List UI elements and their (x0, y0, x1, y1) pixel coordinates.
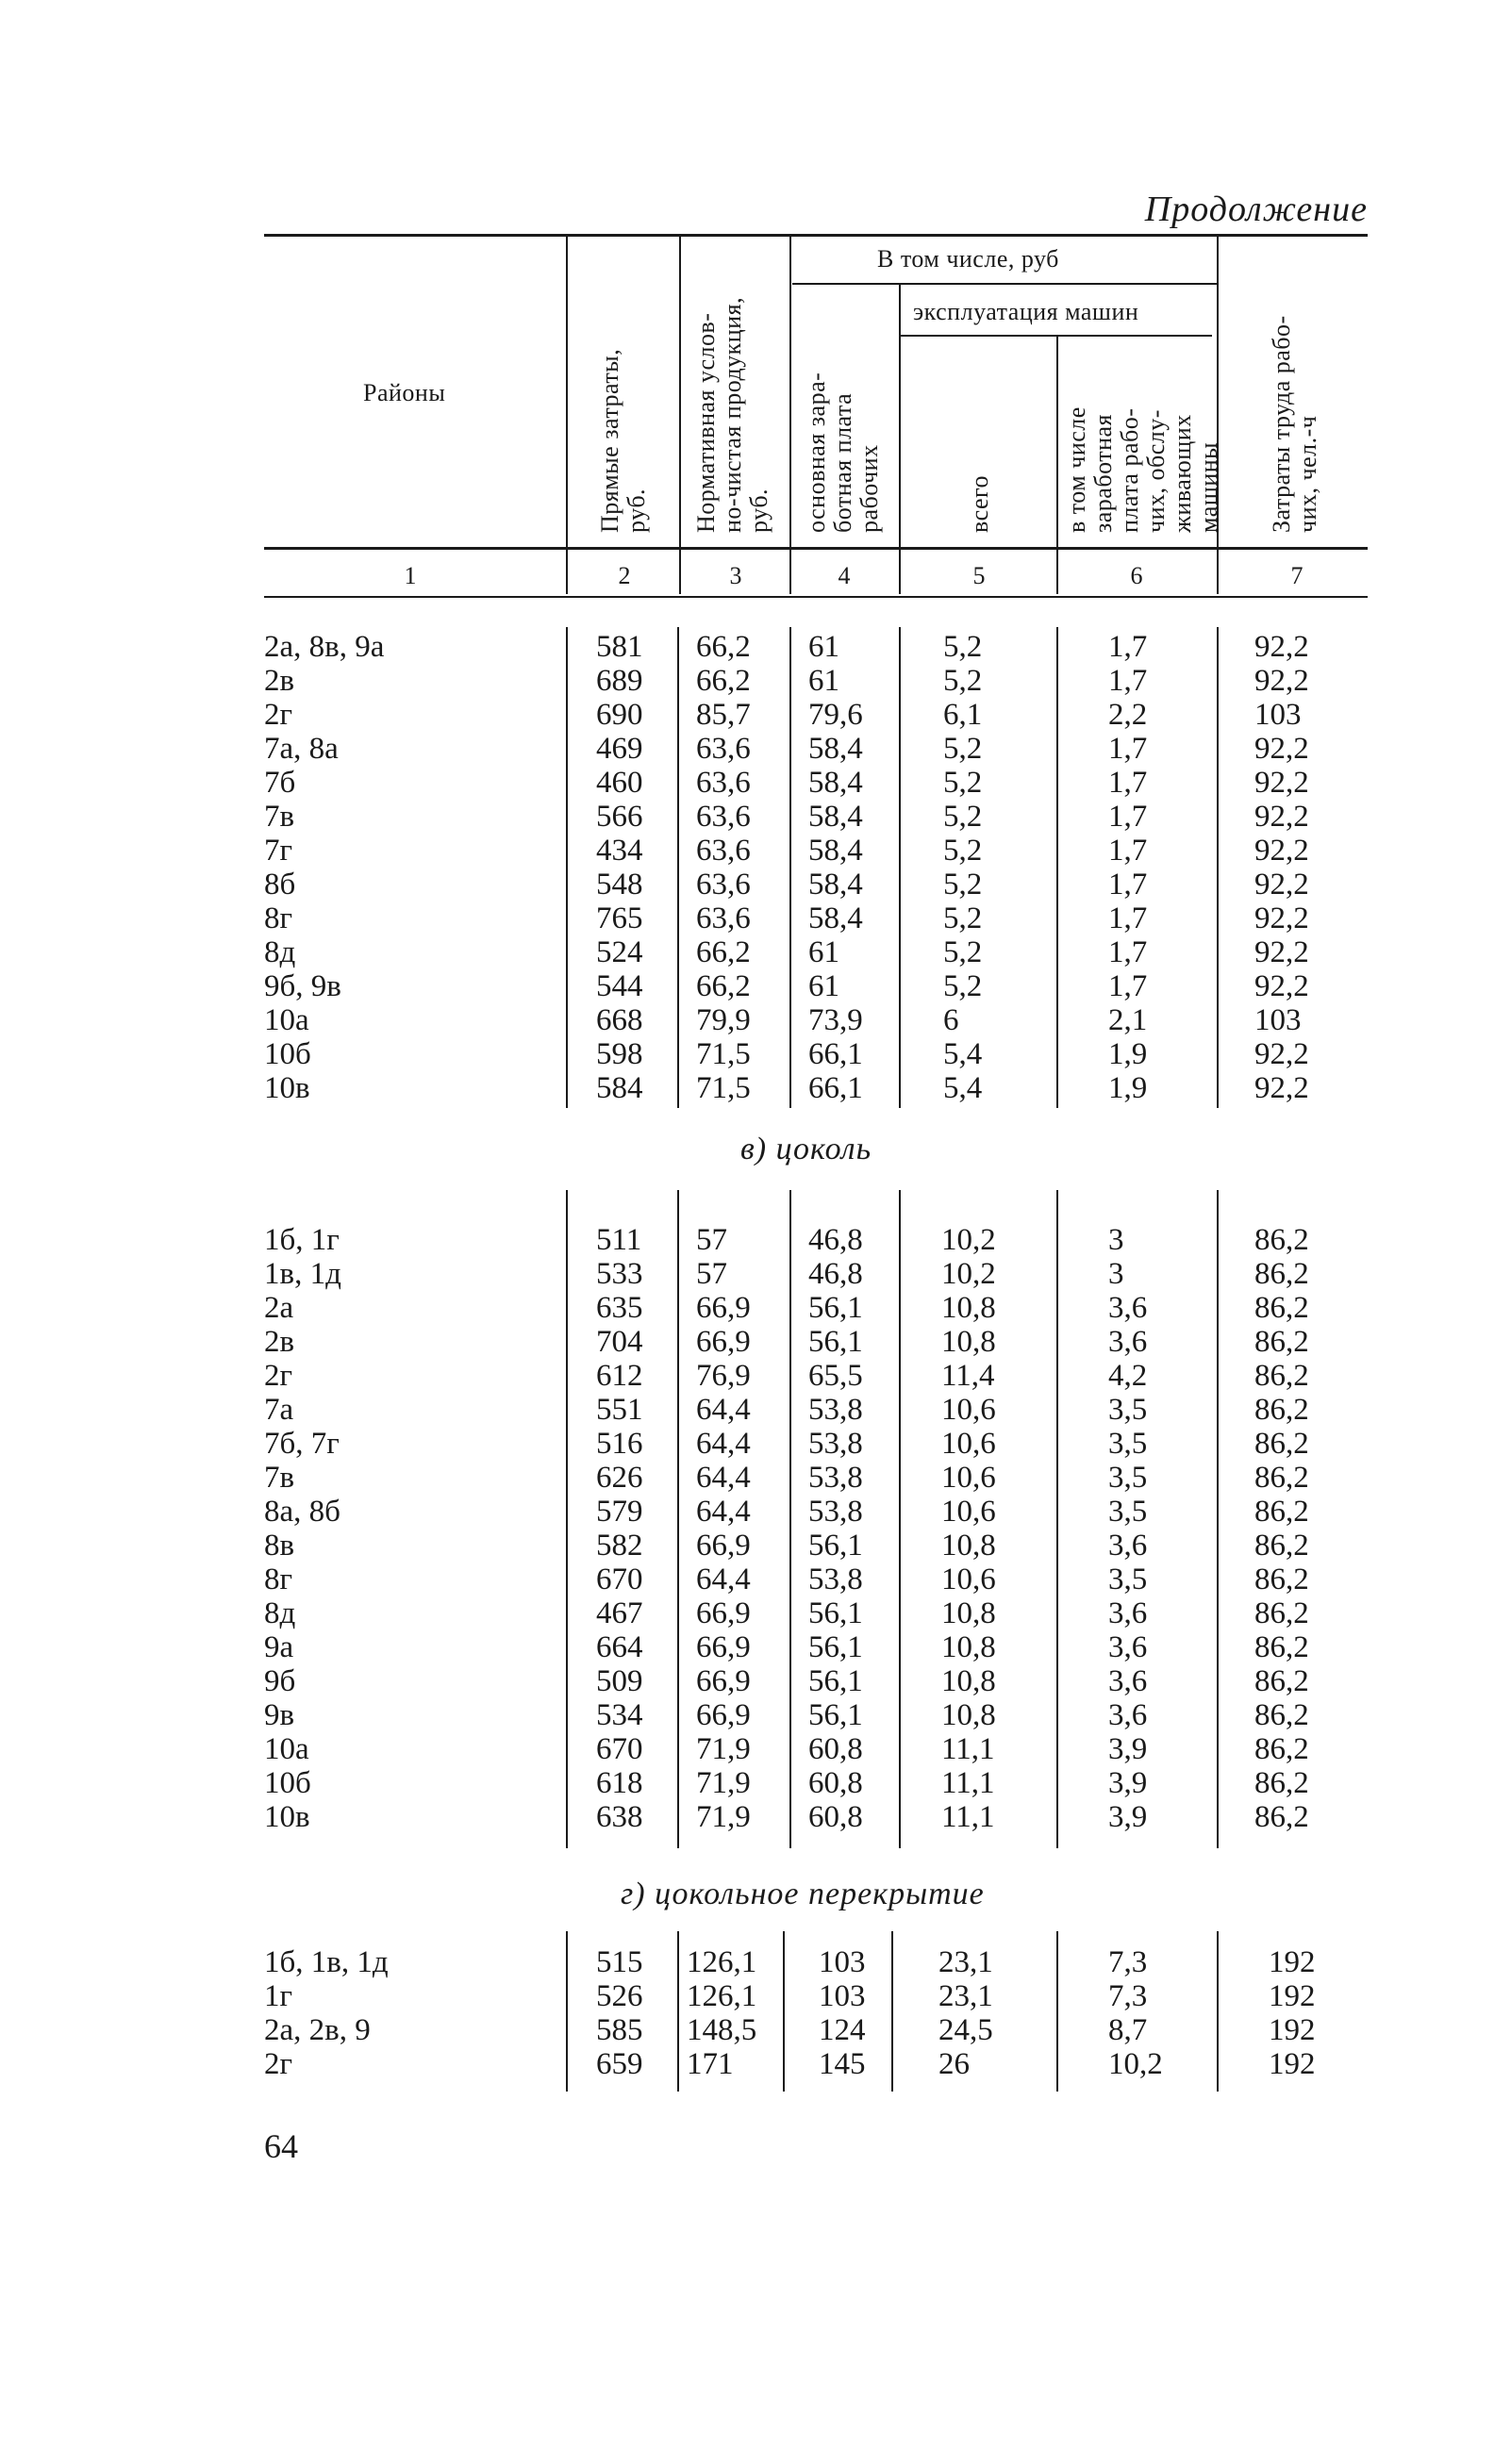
page-number: 64 (264, 2127, 298, 2165)
value-cell: 63,6 (696, 766, 751, 800)
value-cell: 10,8 (941, 1325, 996, 1359)
value-cell: 582 (596, 1529, 643, 1563)
value-cell: 103 (1254, 698, 1302, 732)
body-divider (1217, 627, 1219, 1108)
district-cell: 8д (264, 1596, 296, 1630)
value-cell: 64,4 (696, 1495, 751, 1529)
value-cell: 689 (596, 664, 643, 698)
district-cell: 7б (264, 766, 296, 800)
value-cell: 1,7 (1108, 901, 1148, 935)
header-divider (566, 236, 568, 594)
value-cell: 1,7 (1108, 868, 1148, 901)
value-cell: 56,1 (808, 1325, 863, 1359)
value-cell: 544 (596, 969, 643, 1003)
value-cell: 92,2 (1254, 664, 1309, 698)
value-cell: 86,2 (1254, 1393, 1309, 1427)
district-cell: 2а, 2в, 9 (264, 2013, 371, 2047)
value-cell: 86,2 (1254, 1325, 1309, 1359)
body-divider (566, 627, 568, 1108)
value-cell: 10,2 (941, 1257, 996, 1291)
section-title-plinth: в) цоколь (740, 1132, 872, 1166)
value-cell: 5,2 (943, 732, 983, 766)
value-cell: 71,9 (696, 1800, 751, 1834)
value-cell: 63,6 (696, 800, 751, 834)
value-cell: 86,2 (1254, 1461, 1309, 1495)
value-cell: 60,8 (808, 1800, 863, 1834)
district-cell: 1г (264, 1979, 293, 2013)
value-cell: 26 (938, 2047, 970, 2081)
district-cell: 8д (264, 935, 296, 969)
value-cell: 10,2 (941, 1223, 996, 1257)
value-cell: 86,2 (1254, 1563, 1309, 1596)
value-cell: 1,9 (1108, 1037, 1148, 1071)
value-cell: 515 (596, 1945, 643, 1979)
value-cell: 10,6 (941, 1563, 996, 1596)
value-cell: 86,2 (1254, 1529, 1309, 1563)
district-cell: 8г (264, 1563, 293, 1596)
section-title-plinth-floor: г) цокольное перекрытие (621, 1877, 985, 1911)
value-cell: 551 (596, 1393, 643, 1427)
value-cell: 71,5 (696, 1071, 751, 1105)
value-cell: 64,4 (696, 1563, 751, 1596)
value-cell: 434 (596, 834, 643, 868)
header-top-rule (264, 234, 1368, 237)
value-cell: 638 (596, 1800, 643, 1834)
value-cell: 58,4 (808, 732, 863, 766)
value-cell: 86,2 (1254, 1698, 1309, 1732)
value-cell: 2,1 (1108, 1003, 1148, 1037)
value-cell: 3,5 (1108, 1393, 1148, 1427)
value-cell: 71,5 (696, 1037, 751, 1071)
value-cell: 548 (596, 868, 643, 901)
column-number: 6 (1130, 562, 1143, 589)
value-cell: 526 (596, 1979, 643, 2013)
district-cell: 1б, 1г (264, 1223, 340, 1257)
value-cell: 3,6 (1108, 1630, 1148, 1664)
value-cell: 64,4 (696, 1427, 751, 1461)
value-cell: 103 (819, 1979, 866, 2013)
body-divider (566, 1931, 568, 2092)
district-cell: 7г (264, 834, 293, 868)
value-cell: 467 (596, 1596, 643, 1630)
direct-costs-header: Прямые затраты, руб. (596, 348, 650, 533)
value-cell: 3,5 (1108, 1427, 1148, 1461)
value-cell: 3,6 (1108, 1596, 1148, 1630)
value-cell: 64,4 (696, 1393, 751, 1427)
value-cell: 66,2 (696, 630, 751, 664)
value-cell: 5,2 (943, 630, 983, 664)
value-cell: 57 (696, 1257, 727, 1291)
value-cell: 5,4 (943, 1071, 983, 1105)
value-cell: 584 (596, 1071, 643, 1105)
value-cell: 6,1 (943, 698, 983, 732)
value-cell: 92,2 (1254, 868, 1309, 901)
value-cell: 1,9 (1108, 1071, 1148, 1105)
value-cell: 524 (596, 935, 643, 969)
value-cell: 73,9 (808, 1003, 863, 1037)
value-cell: 668 (596, 1003, 643, 1037)
value-cell: 10,6 (941, 1393, 996, 1427)
value-cell: 92,2 (1254, 766, 1309, 800)
value-cell: 5,2 (943, 935, 983, 969)
value-cell: 58,4 (808, 766, 863, 800)
value-cell: 86,2 (1254, 1766, 1309, 1800)
district-cell: 7а (264, 1393, 294, 1427)
numbers-bottom-rule (264, 596, 1368, 598)
value-cell: 11,1 (941, 1732, 995, 1766)
machines-total-header: всего (966, 474, 993, 533)
normative-header: Нормативная услов- но-чистая продукция, руб. (692, 296, 772, 533)
value-cell: 86,2 (1254, 1630, 1309, 1664)
value-cell: 192 (1269, 1945, 1316, 1979)
value-cell: 1,7 (1108, 935, 1148, 969)
column-number: 7 (1290, 562, 1303, 589)
value-cell: 3 (1108, 1223, 1124, 1257)
value-cell: 64,4 (696, 1461, 751, 1495)
value-cell: 53,8 (808, 1563, 863, 1596)
header-divider (1056, 337, 1058, 594)
value-cell: 2,2 (1108, 698, 1148, 732)
value-cell: 171 (687, 2047, 734, 2081)
value-cell: 66,2 (696, 664, 751, 698)
value-cell: 192 (1269, 2013, 1316, 2047)
district-cell: 1в, 1д (264, 1257, 341, 1291)
district-cell: 10а (264, 1003, 309, 1037)
value-cell: 92,2 (1254, 732, 1309, 766)
value-cell: 66,2 (696, 969, 751, 1003)
value-cell: 92,2 (1254, 969, 1309, 1003)
value-cell: 5,2 (943, 800, 983, 834)
value-cell: 92,2 (1254, 1071, 1309, 1105)
district-cell: 2г (264, 1359, 293, 1393)
body-divider (1056, 1931, 1058, 2092)
value-cell: 581 (596, 630, 643, 664)
value-cell: 626 (596, 1461, 643, 1495)
value-cell: 566 (596, 800, 643, 834)
value-cell: 92,2 (1254, 1037, 1309, 1071)
value-cell: 509 (596, 1664, 643, 1698)
value-cell: 7,3 (1108, 1945, 1148, 1979)
value-cell: 66,9 (696, 1698, 751, 1732)
value-cell: 65,5 (808, 1359, 863, 1393)
value-cell: 192 (1269, 2047, 1316, 2081)
machines-header: эксплуатация машин (913, 298, 1139, 325)
value-cell: 86,2 (1254, 1596, 1309, 1630)
value-cell: 469 (596, 732, 643, 766)
value-cell: 585 (596, 2013, 643, 2047)
value-cell: 126,1 (687, 1945, 757, 1979)
body-divider (899, 1190, 901, 1848)
value-cell: 1,7 (1108, 969, 1148, 1003)
body-divider (566, 1190, 568, 1848)
district-cell: 8г (264, 901, 293, 935)
value-cell: 86,2 (1254, 1257, 1309, 1291)
body-divider (677, 1931, 679, 2092)
value-cell: 71,9 (696, 1766, 751, 1800)
value-cell: 57 (696, 1223, 727, 1257)
value-cell: 92,2 (1254, 935, 1309, 969)
value-cell: 124 (819, 2013, 866, 2047)
body-divider (789, 1190, 791, 1848)
value-cell: 66,9 (696, 1596, 751, 1630)
value-cell: 66,9 (696, 1630, 751, 1664)
value-cell: 7,3 (1108, 1979, 1148, 2013)
district-cell: 9а (264, 1630, 294, 1664)
value-cell: 61 (808, 664, 839, 698)
value-cell: 86,2 (1254, 1732, 1309, 1766)
value-cell: 5,2 (943, 969, 983, 1003)
value-cell: 56,1 (808, 1291, 863, 1325)
value-cell: 63,6 (696, 901, 751, 935)
value-cell: 53,8 (808, 1495, 863, 1529)
value-cell: 10,8 (941, 1698, 996, 1732)
body-divider (891, 1931, 893, 2092)
value-cell: 86,2 (1254, 1664, 1309, 1698)
district-header: Районы (363, 379, 446, 406)
value-cell: 670 (596, 1732, 643, 1766)
value-cell: 11,1 (941, 1800, 995, 1834)
header-divider (789, 236, 791, 594)
value-cell: 63,6 (696, 868, 751, 901)
district-cell: 10а (264, 1732, 309, 1766)
including-header: В том числе, руб (877, 245, 1059, 273)
value-cell: 86,2 (1254, 1223, 1309, 1257)
value-cell: 66,9 (696, 1664, 751, 1698)
value-cell: 46,8 (808, 1223, 863, 1257)
value-cell: 10,6 (941, 1461, 996, 1495)
value-cell: 10,2 (1108, 2047, 1163, 2081)
value-cell: 86,2 (1254, 1291, 1309, 1325)
header-divider (679, 236, 681, 594)
district-cell: 8а, 8б (264, 1495, 340, 1529)
value-cell: 92,2 (1254, 800, 1309, 834)
value-cell: 86,2 (1254, 1427, 1309, 1461)
value-cell: 579 (596, 1495, 643, 1529)
value-cell: 24,5 (938, 2013, 993, 2047)
value-cell: 3,6 (1108, 1325, 1148, 1359)
column-number: 5 (972, 562, 986, 589)
column-number: 2 (618, 562, 631, 589)
value-cell: 66,9 (696, 1291, 751, 1325)
value-cell: 1,7 (1108, 630, 1148, 664)
value-cell: 765 (596, 901, 643, 935)
value-cell: 511 (596, 1223, 642, 1257)
value-cell: 66,9 (696, 1529, 751, 1563)
value-cell: 192 (1269, 1979, 1316, 2013)
value-cell: 23,1 (938, 1945, 993, 1979)
district-cell: 7в (264, 1461, 295, 1495)
value-cell: 53,8 (808, 1427, 863, 1461)
column-number: 4 (838, 562, 851, 589)
value-cell: 92,2 (1254, 834, 1309, 868)
header-divider (899, 285, 901, 594)
column-number: 3 (729, 562, 742, 589)
value-cell: 3,6 (1108, 1664, 1148, 1698)
value-cell: 612 (596, 1359, 643, 1393)
value-cell: 103 (1254, 1003, 1302, 1037)
value-cell: 460 (596, 766, 643, 800)
column-number: 1 (404, 562, 417, 589)
value-cell: 5,2 (943, 868, 983, 901)
value-cell: 6 (943, 1003, 959, 1037)
value-cell: 3 (1108, 1257, 1124, 1291)
value-cell: 76,9 (696, 1359, 751, 1393)
wage-header: основная зара- ботная плата рабочих (803, 372, 883, 533)
value-cell: 598 (596, 1037, 643, 1071)
value-cell: 11,1 (941, 1766, 995, 1800)
value-cell: 79,9 (696, 1003, 751, 1037)
value-cell: 3,5 (1108, 1495, 1148, 1529)
district-cell: 10б (264, 1766, 311, 1800)
value-cell: 5,2 (943, 834, 983, 868)
value-cell: 58,4 (808, 901, 863, 935)
value-cell: 3,6 (1108, 1291, 1148, 1325)
continuation-label: Продолжение (1144, 190, 1368, 229)
value-cell: 63,6 (696, 732, 751, 766)
value-cell: 92,2 (1254, 630, 1309, 664)
value-cell: 79,6 (808, 698, 863, 732)
district-cell: 9б, 9в (264, 969, 341, 1003)
value-cell: 4,2 (1108, 1359, 1148, 1393)
value-cell: 534 (596, 1698, 643, 1732)
value-cell: 63,6 (696, 834, 751, 868)
district-cell: 10в (264, 1071, 310, 1105)
value-cell: 3,6 (1108, 1698, 1148, 1732)
body-divider (1056, 1190, 1058, 1848)
value-cell: 46,8 (808, 1257, 863, 1291)
district-cell: 10б (264, 1037, 311, 1071)
value-cell: 58,4 (808, 868, 863, 901)
value-cell: 664 (596, 1630, 643, 1664)
value-cell: 66,9 (696, 1325, 751, 1359)
value-cell: 66,1 (808, 1037, 863, 1071)
value-cell: 61 (808, 630, 839, 664)
body-divider (677, 1190, 679, 1848)
value-cell: 3,6 (1108, 1529, 1148, 1563)
value-cell: 56,1 (808, 1630, 863, 1664)
value-cell: 86,2 (1254, 1495, 1309, 1529)
district-cell: 2г (264, 2047, 293, 2081)
value-cell: 10,8 (941, 1596, 996, 1630)
value-cell: 56,1 (808, 1529, 863, 1563)
value-cell: 71,9 (696, 1732, 751, 1766)
value-cell: 10,6 (941, 1427, 996, 1461)
value-cell: 3,5 (1108, 1461, 1148, 1495)
value-cell: 86,2 (1254, 1800, 1309, 1834)
including-rule (792, 283, 1217, 285)
value-cell: 1,7 (1108, 664, 1148, 698)
value-cell: 1,7 (1108, 834, 1148, 868)
value-cell: 60,8 (808, 1766, 863, 1800)
district-cell: 2г (264, 698, 293, 732)
value-cell: 10,8 (941, 1529, 996, 1563)
district-cell: 7а, 8а (264, 732, 339, 766)
district-cell: 2в (264, 1325, 295, 1359)
labor-header: Затраты труда рабо- чих, чел.-ч (1268, 315, 1321, 533)
value-cell: 1,7 (1108, 800, 1148, 834)
value-cell: 618 (596, 1766, 643, 1800)
district-cell: 8в (264, 1529, 295, 1563)
value-cell: 86,2 (1254, 1359, 1309, 1393)
district-cell: 1б, 1в, 1д (264, 1945, 389, 1979)
body-divider (1056, 627, 1058, 1108)
district-cell: 10в (264, 1800, 310, 1834)
value-cell: 11,4 (941, 1359, 995, 1393)
value-cell: 10,8 (941, 1630, 996, 1664)
body-divider (899, 627, 901, 1108)
value-cell: 1,7 (1108, 766, 1148, 800)
header-bottom-rule (264, 547, 1368, 550)
value-cell: 10,6 (941, 1495, 996, 1529)
body-divider (789, 627, 791, 1108)
district-cell: 7б, 7г (264, 1427, 340, 1461)
value-cell: 56,1 (808, 1596, 863, 1630)
body-divider (677, 627, 679, 1108)
body-divider (1217, 1190, 1219, 1848)
value-cell: 56,1 (808, 1664, 863, 1698)
district-cell: 9б (264, 1664, 296, 1698)
value-cell: 1,7 (1108, 732, 1148, 766)
value-cell: 66,2 (696, 935, 751, 969)
value-cell: 704 (596, 1325, 643, 1359)
value-cell: 5,2 (943, 766, 983, 800)
value-cell: 5,2 (943, 664, 983, 698)
value-cell: 85,7 (696, 698, 751, 732)
district-cell: 9в (264, 1698, 295, 1732)
value-cell: 60,8 (808, 1732, 863, 1766)
value-cell: 61 (808, 969, 839, 1003)
value-cell: 56,1 (808, 1698, 863, 1732)
value-cell: 148,5 (687, 2013, 757, 2047)
district-cell: 7в (264, 800, 295, 834)
value-cell: 3,9 (1108, 1732, 1148, 1766)
district-cell: 8б (264, 868, 296, 901)
value-cell: 670 (596, 1563, 643, 1596)
value-cell: 10,8 (941, 1291, 996, 1325)
district-cell: 2в (264, 664, 295, 698)
value-cell: 61 (808, 935, 839, 969)
district-cell: 2а, 8в, 9а (264, 630, 385, 664)
value-cell: 66,1 (808, 1071, 863, 1105)
value-cell: 126,1 (687, 1979, 757, 2013)
value-cell: 533 (596, 1257, 643, 1291)
value-cell: 3,9 (1108, 1800, 1148, 1834)
value-cell: 3,9 (1108, 1766, 1148, 1800)
value-cell: 3,5 (1108, 1563, 1148, 1596)
value-cell: 635 (596, 1291, 643, 1325)
machines-wage-header: в том числе заработная плата рабо- чих, обслу- живающих машины (1063, 406, 1222, 533)
value-cell: 53,8 (808, 1461, 863, 1495)
value-cell: 23,1 (938, 1979, 993, 2013)
value-cell: 10,8 (941, 1664, 996, 1698)
value-cell: 145 (819, 2047, 866, 2081)
value-cell: 516 (596, 1427, 643, 1461)
value-cell: 659 (596, 2047, 643, 2081)
value-cell: 8,7 (1108, 2013, 1148, 2047)
value-cell: 92,2 (1254, 901, 1309, 935)
value-cell: 58,4 (808, 834, 863, 868)
value-cell: 58,4 (808, 800, 863, 834)
value-cell: 53,8 (808, 1393, 863, 1427)
body-divider (1217, 1931, 1219, 2092)
body-divider (783, 1931, 785, 2092)
value-cell: 5,4 (943, 1037, 983, 1071)
value-cell: 5,2 (943, 901, 983, 935)
district-cell: 2а (264, 1291, 294, 1325)
value-cell: 690 (596, 698, 643, 732)
value-cell: 103 (819, 1945, 866, 1979)
